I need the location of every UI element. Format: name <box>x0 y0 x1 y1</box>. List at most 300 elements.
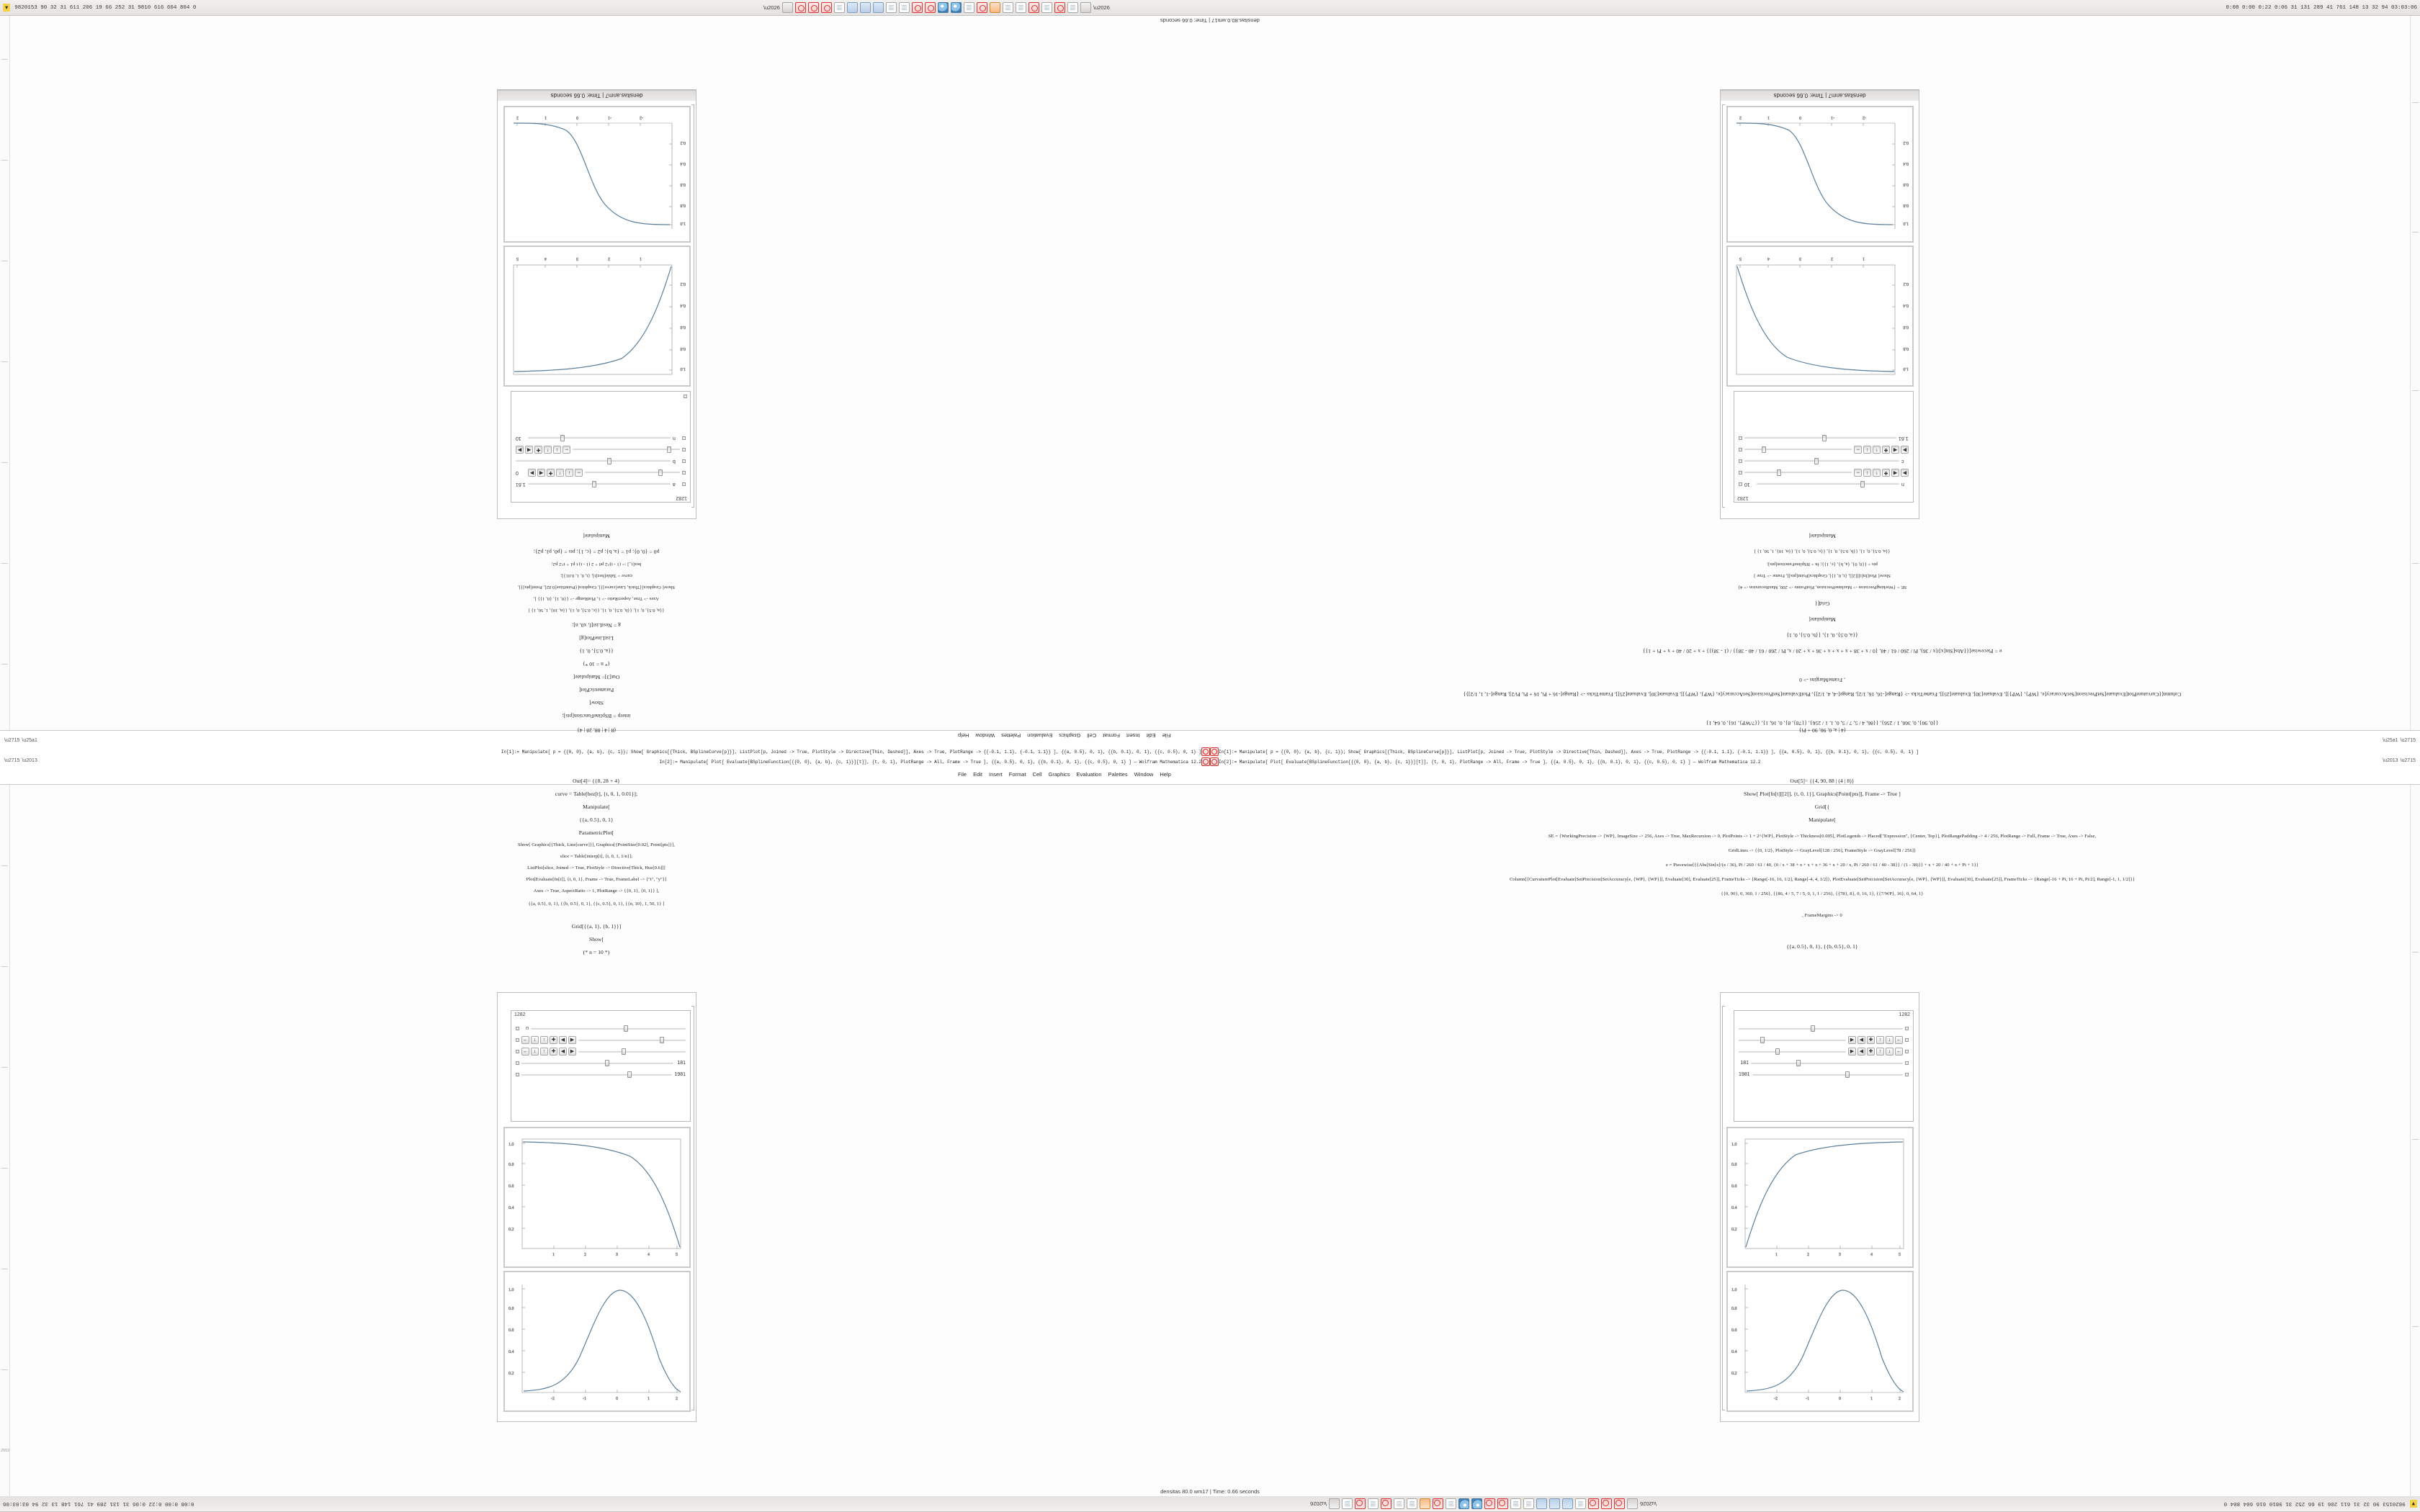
firefox-icon[interactable] <box>990 2 1000 13</box>
control-value: 1.61 <box>516 482 526 487</box>
document-icon[interactable] <box>1575 1498 1586 1509</box>
notebook-window-bottom-left[interactable] <box>497 992 696 1422</box>
plot-sigmoid-decreasing <box>1726 106 1914 243</box>
bookmark-icon[interactable] <box>516 1038 519 1042</box>
play-icon[interactable]: ✚ <box>1867 1036 1875 1044</box>
control-row[interactable] <box>516 456 686 466</box>
play-icon[interactable]: ✚ <box>1882 446 1890 454</box>
code-line: , FrameMargins -> 0 <box>1799 677 1845 683</box>
document-icon[interactable] <box>1016 2 1026 13</box>
step-up-icon[interactable]: ↑ <box>540 1036 548 1044</box>
code-line: Manipulate[ <box>583 804 610 810</box>
image-icon[interactable] <box>847 2 858 13</box>
bookmark-icon[interactable] <box>682 436 686 440</box>
record-red-icon[interactable] <box>1201 757 1210 766</box>
slider-a[interactable] <box>1744 435 1896 441</box>
record-red-icon[interactable] <box>1210 757 1219 766</box>
step-back-icon[interactable]: ◀ <box>1857 1048 1865 1056</box>
menu-help[interactable]: Help <box>958 732 969 739</box>
svg-text:1: 1 <box>1767 115 1770 120</box>
slider-b-fine[interactable] <box>573 446 680 453</box>
gear-icon[interactable] <box>1739 482 1742 486</box>
notebook-title-bar[interactable] <box>1721 90 1919 101</box>
svg-text:0.4: 0.4 <box>1731 1350 1737 1354</box>
record-red-icon[interactable] <box>808 2 819 13</box>
step-up-icon[interactable]: ↑ <box>556 469 564 477</box>
code-line: {{a, 0.5}, 0, 1}, {{b, 0.5}, 0, 1}, {{c, 0.5}, 0, 1}, {{n, 10}, 1, 50, 1} ] <box>528 901 665 906</box>
step-back-icon[interactable]: ◀ <box>559 1036 567 1044</box>
input-cell-text-1[interactable]: In[1]:= Manipulate[ p = {{0, 0}, {a, b}, {c, 1}}; Show[ Graphics[{Thick, BSplineCurve[p]}], ListPlot[p, Joined -> True, PlotStyle -> Directive[Thin, Dashed]], Axes -> True, PlotRange -> {{-0.1, 1.1}, {-0.1, 1.1}} ], {{a, 0.5}, 0, 1}, {{b, 0.1}, 0, 1}, {{c, 0.5}, 0, 1} ] <box>501 749 1201 755</box>
step-forward-icon[interactable]: ▶ <box>568 1048 576 1056</box>
step-left-icon[interactable]: ← <box>1896 1038 1901 1043</box>
slider-a-fine[interactable] <box>1739 1037 1846 1043</box>
menu-edit[interactable]: Edit <box>1146 732 1156 739</box>
files-icon[interactable] <box>1627 1498 1638 1509</box>
play-icon[interactable]: ✚ <box>550 1036 557 1044</box>
code-line: Show[ Plot[fn[t][[2]], {t, 0, 1}], Graphics[Point[pts]], Frame -> True ] <box>1754 573 1891 578</box>
menu-palettes[interactable]: Palettes <box>1001 732 1021 739</box>
code-line: Show[ Graphics[{Thick, Line[curve]}], Graphics[{PointSize[0.02], Point[pts]}], <box>518 585 675 590</box>
step-forward-icon[interactable]: ▶ <box>1848 1036 1856 1044</box>
step-forward-icon[interactable]: ▶ <box>528 469 536 477</box>
window-controls-left[interactable] <box>4 738 37 743</box>
record-red-icon[interactable] <box>912 2 923 13</box>
svg-text:0.2: 0.2 <box>1731 1228 1737 1232</box>
cell-bracket[interactable] <box>691 1006 694 1410</box>
window-controls-left-2[interactable] <box>4 758 37 763</box>
document-icon[interactable] <box>1407 1498 1417 1509</box>
step-back-icon[interactable]: ◀ <box>1891 469 1899 477</box>
step-left-icon[interactable]: ← <box>523 1049 528 1054</box>
code-line: Manipulate[ <box>583 533 610 539</box>
bookmark-icon[interactable] <box>1905 1073 1909 1076</box>
svg-text:-2: -2 <box>1774 1397 1778 1401</box>
control-value: 181 <box>677 1061 686 1066</box>
menu-window[interactable]: Window <box>975 732 995 739</box>
step-back-icon[interactable]: ◀ <box>1857 1036 1865 1044</box>
stepper-group[interactable] <box>528 469 583 477</box>
record-red-icon[interactable] <box>1201 747 1210 756</box>
document-icon[interactable] <box>1003 2 1013 13</box>
image-icon[interactable] <box>873 2 884 13</box>
record-red-icon[interactable] <box>977 2 987 13</box>
input-cell-row-2[interactable] <box>0 757 2420 767</box>
svg-text:2: 2 <box>1807 1253 1809 1257</box>
input-cell-text-2[interactable]: In[2]:= Manipulate[ Plot[ Evaluate[BSplineFunction[{{0, 0}, {a, b}, {c, 1}}][t]], {t, 0, 1}, PlotRange -> All, Frame -> True ], {{a, 0.5}, 0, 1}, {{b, 0.1}, 0, 1}, {{c, 0.5}, 0, 1} ] — Wolfram Mathematica 12.2 <box>659 759 1201 765</box>
code-line: Show[ <box>588 700 604 706</box>
play-icon[interactable]: ✚ <box>1867 1048 1875 1056</box>
code-line: GridLines -> {{0, 1/2}, PlotStyle -> GrayLevel[128 / 256], FrameStyle -> GrayLevel[78 / 256]} <box>1728 848 1917 853</box>
step-down-icon[interactable]: ↓ <box>531 1048 539 1056</box>
svg-text:4: 4 <box>1767 256 1770 261</box>
menu-insert[interactable]: Insert <box>989 771 1003 778</box>
menu-palettes[interactable]: Palettes <box>1108 771 1128 778</box>
document-icon[interactable] <box>1510 1498 1521 1509</box>
menubar[interactable] <box>958 771 1171 778</box>
record-red-icon[interactable] <box>1484 1498 1495 1509</box>
menu-edit[interactable]: Edit <box>973 771 983 778</box>
slider-a[interactable] <box>521 1071 672 1078</box>
bookmark-icon[interactable] <box>516 1073 519 1076</box>
step-down-icon[interactable]: ↓ <box>1863 469 1871 477</box>
control-row-steppers[interactable] <box>516 445 686 454</box>
bookmark-icon[interactable] <box>516 1027 519 1030</box>
step-forward-icon[interactable]: ▶ <box>1848 1048 1856 1056</box>
manipulate-control-panel[interactable] <box>511 1010 691 1122</box>
step-left-icon[interactable]: ← <box>523 1038 528 1043</box>
svg-text:2: 2 <box>584 1253 586 1257</box>
control-value: 10 <box>1744 482 1750 487</box>
control-row[interactable] <box>516 433 686 443</box>
globe-icon[interactable] <box>1458 1498 1469 1509</box>
step-left-icon[interactable]: ← <box>1855 470 1860 475</box>
control-row-steppers[interactable] <box>516 468 686 477</box>
gear-icon[interactable] <box>684 395 687 398</box>
code-line: ListLinePlot[g] <box>579 635 614 642</box>
cell-bracket[interactable] <box>691 104 694 508</box>
image-icon[interactable] <box>1549 1498 1560 1509</box>
code-line: Grid[{ <box>1814 804 1830 810</box>
record-red-icon[interactable] <box>1614 1498 1625 1509</box>
workspace-indicator[interactable]: ▾ <box>3 4 10 12</box>
stepper-group[interactable] <box>521 1036 576 1044</box>
svg-text:1.0: 1.0 <box>1903 366 1909 371</box>
document-icon[interactable] <box>899 2 910 13</box>
code-line: Grid[{ <box>1814 600 1830 607</box>
control-label: n <box>1901 482 1904 487</box>
slider-n[interactable] <box>1752 1071 1903 1078</box>
minimize-icon[interactable]: \u2013 <box>22 758 37 763</box>
bookmark-icon[interactable] <box>1905 1050 1909 1053</box>
step-down-icon[interactable]: ↓ <box>565 469 573 477</box>
control-row-steppers[interactable] <box>516 1035 686 1045</box>
control-row[interactable] <box>1739 1070 1909 1079</box>
code-line: slice = Table[interp[t], {t, 0, 1, 1/n}]; <box>560 854 633 859</box>
system-tray-readout: 0:08 0:00 0:22 0:06 31 131 289 41 761 148 13 32 94 03:03:06 <box>3 1500 194 1507</box>
overflow-icon[interactable]: \u2026 <box>1093 4 1110 11</box>
svg-text:0.6: 0.6 <box>508 1328 514 1333</box>
step-up-icon[interactable]: ↑ <box>540 1048 548 1056</box>
maximize-icon[interactable]: \u25a1 <box>2383 738 2398 743</box>
menu-format[interactable]: Format <box>1103 732 1120 739</box>
slider-a[interactable] <box>1739 1025 1903 1032</box>
step-down-icon[interactable]: ↓ <box>531 1036 539 1044</box>
gear-icon[interactable] <box>1905 1027 1909 1030</box>
code-line: {{a, 0.5}, 0, 1}, {{b, 0.5}, 0, 1} <box>1786 632 1858 639</box>
bookmark-icon[interactable] <box>1905 1061 1909 1065</box>
globe-icon[interactable] <box>951 2 962 13</box>
bookmark-icon[interactable] <box>682 471 686 474</box>
slider-n-fine[interactable] <box>578 1037 686 1043</box>
notebook-title-text: densitas.anm7 | Time: 0.66 seconds <box>550 92 643 99</box>
document-icon[interactable] <box>1067 2 1078 13</box>
menu-window[interactable]: Window <box>1134 771 1154 778</box>
bookmark-icon[interactable] <box>1905 1038 1909 1042</box>
record-red-icon[interactable] <box>1054 2 1065 13</box>
stepper-group[interactable] <box>516 446 570 454</box>
document-icon[interactable] <box>1041 2 1052 13</box>
step-left-icon[interactable]: ← <box>1855 447 1860 452</box>
svg-text:0: 0 <box>616 1397 618 1401</box>
control-row-steppers[interactable] <box>1739 468 1909 477</box>
bottom-panel[interactable] <box>0 1496 2420 1512</box>
window-controls-right[interactable] <box>2383 738 2416 743</box>
menu-evaluation[interactable]: Evaluation <box>1076 771 1102 778</box>
step-back-icon[interactable]: ◀ <box>559 1048 567 1056</box>
code-line: Axes -> True, AspectRatio -> 1, PlotRange -> {{0, 1}, {0, 1}} ], <box>533 596 660 601</box>
step-down-icon[interactable]: ↓ <box>1886 1036 1894 1044</box>
bookmark-icon[interactable] <box>682 459 686 463</box>
control-row-steppers[interactable] <box>1739 1047 1909 1056</box>
slider-b[interactable] <box>521 1060 673 1066</box>
code-line: {{0, 90}, 0, 360, 1 / 256}, {{86, 4 / 5, 7 / 5, 0, 1, 1 / 256}, {{78}, 8}, 0, 16, 1}, {{7/WP}, 16}, 0, 64, 1} <box>1721 891 1924 896</box>
menu-graphics[interactable]: Graphics <box>1048 771 1070 778</box>
svg-text:4: 4 <box>544 256 547 261</box>
output-label-mirrored: (4 | a, 0, 90, 90 + Pi} <box>1798 727 1846 734</box>
control-value: 1981 <box>674 1072 686 1077</box>
slider-n-fine[interactable] <box>1744 469 1852 476</box>
menu-cell[interactable]: Cell <box>1087 732 1097 739</box>
svg-text:2: 2 <box>1899 1397 1901 1401</box>
cell-bracket[interactable] <box>1722 1006 1725 1410</box>
input-cell-row-1[interactable] <box>0 747 2420 757</box>
maximize-icon[interactable]: \u25a1 <box>22 738 37 743</box>
step-forward-icon[interactable]: ▶ <box>516 446 524 454</box>
slider-n[interactable] <box>531 1025 686 1032</box>
record-red-icon[interactable] <box>1028 2 1039 13</box>
code-line: pts = {{0, 0}, {a, b}, {c, 1}}; fn = BSplineFunction[pts]; <box>1767 562 1878 567</box>
play-icon[interactable]: ✚ <box>550 1048 557 1056</box>
manipulate-control-panel[interactable] <box>1734 1010 1914 1122</box>
svg-text:3: 3 <box>1799 256 1801 261</box>
bookmark-icon[interactable] <box>682 448 686 451</box>
menu-insert[interactable]: Insert <box>1126 732 1140 739</box>
bookmark-icon[interactable] <box>516 1061 519 1065</box>
document-icon[interactable] <box>1523 1498 1534 1509</box>
svg-text:5: 5 <box>676 1253 678 1257</box>
svg-text:0.2: 0.2 <box>680 140 686 145</box>
slider-n[interactable] <box>528 435 671 441</box>
step-forward-icon[interactable]: ▶ <box>1901 469 1909 477</box>
control-row-steppers[interactable] <box>516 1047 686 1056</box>
manipulate-control-panel[interactable] <box>1734 391 1914 503</box>
code-line: curve = Table[bez[t], {t, 0, 1, 0.01}]; <box>560 573 632 578</box>
close-icon[interactable]: \u2715 <box>2400 738 2416 743</box>
menu-file[interactable]: File <box>958 771 967 778</box>
step-down-icon[interactable]: ↓ <box>553 446 561 454</box>
svg-text:0: 0 <box>576 115 578 120</box>
step-left-icon[interactable]: ← <box>576 470 581 475</box>
control-label: b <box>673 459 676 464</box>
record-red-icon[interactable] <box>1601 1498 1612 1509</box>
output-label: Out[4]= {{8, 28 + 4} <box>573 778 620 784</box>
document-icon[interactable] <box>1394 1498 1404 1509</box>
minimize-icon[interactable]: \u2013 <box>2383 758 2398 763</box>
code-line: g = NestList[f, x0, n]; <box>572 622 621 629</box>
bookmark-icon[interactable] <box>1739 471 1742 474</box>
svg-text:0: 0 <box>1839 1397 1841 1401</box>
control-row[interactable] <box>1739 480 1909 489</box>
code-line: ListPlot[slice, Joined -> True, PlotStyle -> Directive[Thick, Hue[0.6]]] <box>527 865 666 870</box>
top-panel-right <box>2226 5 2417 11</box>
svg-text:1: 1 <box>1870 1397 1873 1401</box>
slider-a-fine[interactable] <box>585 469 680 476</box>
bookmark-icon[interactable] <box>1739 448 1742 451</box>
step-left-icon[interactable]: ← <box>564 447 569 452</box>
step-up-icon[interactable]: ↑ <box>1876 1036 1884 1044</box>
overflow-icon[interactable]: \u2026 <box>1310 1500 1327 1507</box>
stepper-group[interactable] <box>1854 446 1909 454</box>
bookmark-icon[interactable] <box>1739 459 1742 463</box>
control-row[interactable] <box>1739 1058 1909 1068</box>
play-icon[interactable]: ✚ <box>1882 469 1890 477</box>
record-red-icon[interactable] <box>1588 1498 1599 1509</box>
step-up-icon[interactable]: ↑ <box>1876 1048 1884 1056</box>
manipulate-control-panel[interactable] <box>511 391 691 503</box>
step-back-icon[interactable]: ◀ <box>537 469 545 477</box>
step-up-icon[interactable]: ↑ <box>1873 469 1881 477</box>
control-row[interactable] <box>516 480 686 489</box>
control-row[interactable] <box>516 1058 686 1068</box>
input-cell-text-2-cont[interactable]: In[2]:= Manipulate[ Plot[ Evaluate[BSplineFunction[{{0, 0}, {a, b}, {c, 1}}][t]], {t, 0, 1}, PlotRange -> All, Frame -> True ], {{a, 0.5}, 0, 1}, {{b, 0.1}, 0, 1}, {{c, 0.5}, 0, 1} ] — Wolfram Mathematica 12.2 <box>1219 759 1761 765</box>
document-icon[interactable] <box>1446 1498 1456 1509</box>
menubar-mirrored[interactable] <box>958 732 1171 739</box>
svg-text:2: 2 <box>516 115 519 120</box>
step-up-icon[interactable]: ↑ <box>1873 446 1881 454</box>
menu-help[interactable]: Help <box>1160 771 1171 778</box>
control-row[interactable] <box>1739 433 1909 443</box>
control-row-steppers[interactable] <box>1739 445 1909 454</box>
notebook-window-top-left[interactable] <box>497 89 696 519</box>
cell-bracket[interactable] <box>1722 104 1725 508</box>
menu-cell[interactable]: Cell <box>1032 771 1042 778</box>
bookmark-icon[interactable] <box>1739 436 1742 440</box>
document-icon[interactable] <box>1368 1498 1379 1509</box>
menu-graphics[interactable]: Graphics <box>1059 732 1081 739</box>
top-panel[interactable] <box>0 0 2420 16</box>
step-forward-icon[interactable]: ▶ <box>1901 446 1909 454</box>
svg-text:0.2: 0.2 <box>1903 282 1909 286</box>
control-row[interactable] <box>1739 456 1909 466</box>
image-icon[interactable] <box>860 2 871 13</box>
notebook-window-top-right[interactable] <box>1720 89 1919 519</box>
document-icon[interactable] <box>964 2 974 13</box>
globe-icon[interactable] <box>938 2 949 13</box>
document-icon[interactable] <box>834 2 845 13</box>
image-icon[interactable] <box>1562 1498 1573 1509</box>
bookmark-icon[interactable] <box>516 1050 519 1053</box>
svg-text:1: 1 <box>552 1253 555 1257</box>
close-icon[interactable]: \u2715 <box>4 758 20 763</box>
svg-text:0.8: 0.8 <box>1731 1163 1737 1167</box>
step-down-icon[interactable]: ↓ <box>1886 1048 1894 1056</box>
close-icon[interactable]: \u2715 <box>4 738 20 743</box>
control-row[interactable] <box>516 1070 686 1079</box>
image-icon[interactable] <box>1536 1498 1547 1509</box>
svg-text:0.8: 0.8 <box>1903 346 1909 351</box>
play-icon[interactable]: ✚ <box>534 446 542 454</box>
svg-text:2: 2 <box>608 256 610 261</box>
control-row[interactable] <box>1739 1024 1909 1033</box>
stepper-group[interactable] <box>521 1048 576 1056</box>
menu-file[interactable]: File <box>1162 732 1171 739</box>
window-controls-right-2[interactable] <box>2383 758 2416 763</box>
close-icon[interactable]: \u2715 <box>2400 758 2416 763</box>
bottom-panel-tasklist[interactable] <box>1310 1498 1657 1509</box>
step-up-icon[interactable]: ↑ <box>544 446 552 454</box>
slider-c[interactable] <box>1744 458 1899 464</box>
svg-text:3: 3 <box>616 1253 618 1257</box>
record-red-icon[interactable] <box>795 2 806 13</box>
control-value: 10 <box>516 436 521 441</box>
control-panel-title: 1282 <box>676 495 687 500</box>
plot-bell-curve <box>1726 1271 1914 1412</box>
files-icon[interactable] <box>782 2 793 13</box>
menu-evaluation[interactable]: Evaluation <box>1027 732 1053 739</box>
notebook-title-bar[interactable] <box>498 90 696 101</box>
record-red-icon[interactable] <box>1210 747 1219 756</box>
control-row-steppers[interactable] <box>1739 1035 1909 1045</box>
svg-text:-2: -2 <box>551 1397 555 1401</box>
slider-c[interactable] <box>1751 1060 1903 1066</box>
step-down-icon[interactable]: ↓ <box>1863 446 1871 454</box>
slider-b[interactable] <box>516 458 671 464</box>
control-row[interactable] <box>516 1024 686 1033</box>
stepper-group[interactable] <box>1848 1048 1903 1056</box>
globe-icon[interactable] <box>1471 1498 1482 1509</box>
svg-text:1: 1 <box>1775 1253 1778 1257</box>
record-red-icon[interactable] <box>821 2 832 13</box>
document-icon[interactable] <box>1342 1498 1353 1509</box>
svg-text:4: 4 <box>1870 1253 1873 1257</box>
top-panel-tasklist[interactable] <box>763 2 1110 13</box>
stepper-group[interactable] <box>1848 1036 1903 1044</box>
terminal-icon[interactable] <box>1329 1498 1340 1509</box>
record-red-icon[interactable] <box>1497 1498 1508 1509</box>
svg-text:2: 2 <box>1739 115 1742 120</box>
record-red-icon[interactable] <box>925 2 936 13</box>
slider-b-fine[interactable] <box>1739 1048 1846 1055</box>
focused-notebook-window[interactable] <box>0 730 2420 785</box>
record-red-icon[interactable] <box>1381 1498 1392 1509</box>
terminal-icon[interactable] <box>1080 2 1091 13</box>
notebook-window-bottom-right[interactable] <box>1720 992 1919 1422</box>
slider-c-fine[interactable] <box>1744 446 1852 453</box>
slider-n[interactable] <box>1757 481 1899 487</box>
menu-format[interactable]: Format <box>1008 771 1026 778</box>
slider-c-fine[interactable] <box>578 1048 686 1055</box>
control-value: 1.61 <box>1899 436 1909 441</box>
stepper-group[interactable] <box>1854 469 1909 477</box>
bookmark-icon[interactable] <box>682 482 686 486</box>
slider-a[interactable] <box>528 481 671 487</box>
svg-text:1.0: 1.0 <box>508 1143 514 1147</box>
play-icon[interactable]: ✚ <box>547 469 555 477</box>
workspace-indicator[interactable]: ▾ <box>2410 1500 2417 1508</box>
mirrored-window-title <box>0 16 2420 25</box>
record-red-icon[interactable] <box>1433 1498 1443 1509</box>
step-forward-icon[interactable]: ▶ <box>568 1036 576 1044</box>
step-back-icon[interactable]: ◀ <box>525 446 533 454</box>
code-line: Manipulate[ <box>1809 816 1836 823</box>
svg-text:0.4: 0.4 <box>680 161 686 166</box>
record-red-icon[interactable] <box>1355 1498 1366 1509</box>
step-back-icon[interactable]: ◀ <box>1891 446 1899 454</box>
document-icon[interactable] <box>886 2 897 13</box>
firefox-icon[interactable] <box>1420 1498 1430 1509</box>
input-cell-text-1-cont[interactable]: In[1]:= Manipulate[ p = {{0, 0}, {a, b}, {c, 1}}; Show[ Graphics[{Thick, BSplineCurve[p]}], ListPlot[p, Joined -> True, PlotStyle -> Directive[Thin, Dashed]], Axes -> True, PlotRange -> {{-0.1, 1.1}, {-0.1, 1.1}} ], {{a, 0.5}, 0, 1}, {{b, 0.1}, 0, 1}, {{c, 0.5}, 0, 1} ] <box>1219 749 1919 755</box>
step-left-icon[interactable]: ← <box>1896 1049 1901 1054</box>
